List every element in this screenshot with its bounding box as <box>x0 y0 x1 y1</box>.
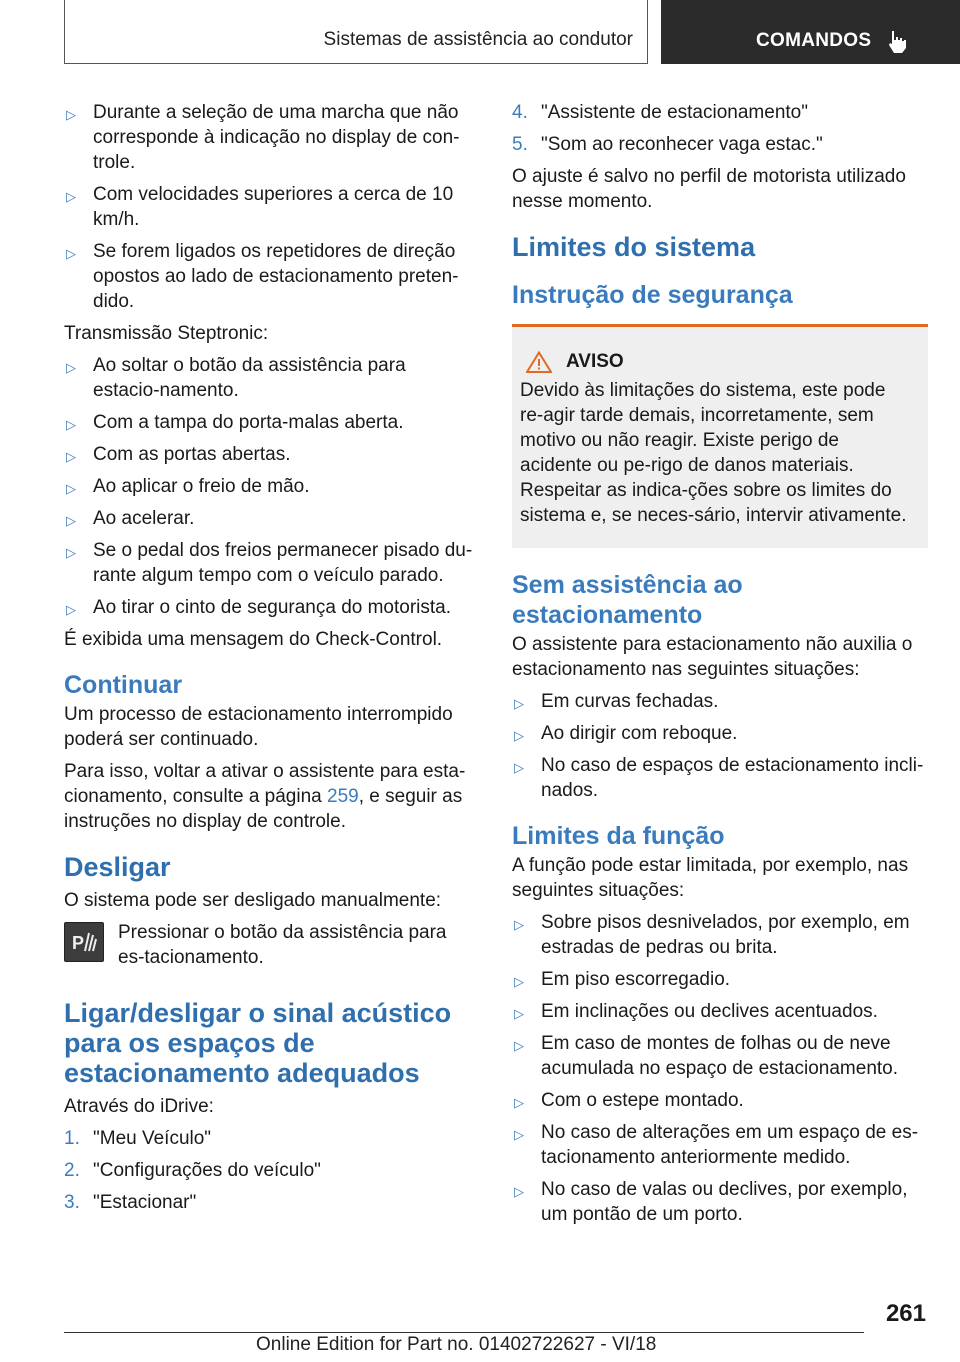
steptronic-label: Transmissão Steptronic: <box>64 323 269 344</box>
continuar-heading: Continuar <box>64 671 183 699</box>
list-item: ▷ Durante a seleção de uma marcha que não corresponde à indicação no display de con-trole. <box>66 102 460 173</box>
triangle-bullet-icon: ▷ <box>514 728 524 743</box>
list-item: 5. "Som ao reconhecer vaga estac." <box>512 134 823 155</box>
triangle-bullet-icon: ▷ <box>66 417 76 432</box>
triangle-bullet-icon: ▷ <box>514 1095 524 1110</box>
footer-edition-text: Online Edition for Part no. 01402722627 - VI/18 <box>256 1334 657 1355</box>
limites-funcao-heading: Limites da função <box>512 822 725 850</box>
list-item: ▷ Ao soltar o botão da assistência para estacio-namento. <box>66 355 406 401</box>
steptronic-list <box>64 353 476 620</box>
button-instruction-text: Pressionar o botão da assistência para es-tacionamento. <box>118 922 447 968</box>
park-assist-button-icon <box>64 922 104 962</box>
header-section-title: Sistemas de assistência ao condutor <box>323 29 633 50</box>
continuar-paragraph: Um processo de estacionamento interrompido poderá ser continuado. <box>64 704 453 750</box>
warning-box <box>512 324 928 548</box>
sem-assistencia-heading: Sem assistência ao estacionamento <box>512 571 743 629</box>
warning-triangle-icon <box>526 351 552 373</box>
triangle-bullet-icon: ▷ <box>66 545 76 560</box>
list-item: ▷ No caso de valas ou declives, por exemplo, um pontão de um porto. <box>514 1179 908 1225</box>
triangle-bullet-icon: ▷ <box>514 974 524 989</box>
footer-divider <box>64 1332 864 1333</box>
page-number: 261 <box>885 1300 926 1327</box>
triangle-bullet-icon: ▷ <box>66 360 76 375</box>
list-item: ▷ Sobre pisos desnivelados, por exemplo, em estradas de pedras ou brita. <box>514 912 910 958</box>
triangle-bullet-icon: ▷ <box>66 513 76 528</box>
list-item: ▷ No caso de espaços de estacionamento incli-nados. <box>514 755 924 801</box>
instrucao-heading: Instrução de segurança <box>512 281 793 309</box>
list-item: ▷ Se o pedal dos freios permanecer pisado du-rante algum tempo com o veículo parado. <box>66 540 473 586</box>
idrive-steps-continued <box>512 100 928 157</box>
saved-note: O ajuste é salvo no perfil de motorista utilizado nesse momento. <box>512 166 906 212</box>
triangle-bullet-icon: ▷ <box>514 760 524 775</box>
list-item: ▷ Em inclinações ou declives acentuados. <box>512 999 928 1024</box>
continuar-instructions: Para isso, voltar a ativar o assistente para esta-cionamento, consulte a página 259, e seguir as instruções no display de controle. <box>64 761 466 832</box>
triangle-bullet-icon: ▷ <box>66 189 76 204</box>
check-control-message: É exibida uma mensagem do Check-Control. <box>64 629 443 650</box>
header-section-box <box>64 0 648 64</box>
list-item: ▷ No caso de alterações em um espaço de es-tacionamento anteriormente medido. <box>514 1122 919 1168</box>
right-column <box>512 100 928 1234</box>
list-item: ▷ Com as portas abertas. <box>64 442 476 467</box>
list-item: ▷ Se forem ligados os repetidores de direção opostos ao lado de estacionamento preten-dido. <box>66 241 459 312</box>
left-column <box>64 100 476 1222</box>
limites-funcao-list <box>512 910 928 1227</box>
idrive-label: Através do iDrive: <box>64 1096 214 1117</box>
triangle-bullet-icon: ▷ <box>514 1006 524 1021</box>
list-item: ▷ Em piso escorregadio. <box>512 967 928 992</box>
triangle-bullet-icon: ▷ <box>66 449 76 464</box>
button-instruction <box>64 920 476 970</box>
list-item: ▷ Ao acelerar. <box>64 506 476 531</box>
header-chapter-tab[interactable] <box>661 0 960 64</box>
sem-assistencia-paragraph: O assistente para estacionamento não auxilia o estacionamento nas seguintes situações: <box>512 634 913 680</box>
sem-assistencia-list <box>512 689 928 803</box>
desligar-heading: Desligar <box>64 852 171 882</box>
page-link[interactable]: 259 <box>327 786 359 807</box>
triangle-bullet-icon: ▷ <box>66 107 76 122</box>
triangle-bullet-icon: ▷ <box>514 1038 524 1053</box>
hand-pointer-icon <box>885 28 911 54</box>
triangle-bullet-icon: ▷ <box>514 696 524 711</box>
list-item: 4. "Assistente de estacionamento" <box>512 102 808 123</box>
ligar-desligar-heading: Ligar/desligar o sinal acústico para os espaços de estacionamento adequados <box>64 998 452 1088</box>
conditions-list <box>64 100 476 314</box>
idrive-steps <box>64 1126 476 1215</box>
list-item: 1. "Meu Veículo" <box>64 1128 212 1149</box>
list-item: ▷ Com o estepe montado. <box>512 1088 928 1113</box>
desligar-paragraph: O sistema pode ser desligado manualmente: <box>64 890 442 911</box>
warning-text: Devido às limitações do sistema, este pode re-agir tarde demais, incorretamente, sem motivo ou não reagir. Existe perigo de acidente ou pe-rigo de danos materiais. Respeitar as indica-ções sobre os limites do sistema e, se neces-sário, intervir ativamente. <box>520 380 907 526</box>
limites-funcao-paragraph: A função pode estar limitada, por exemplo, nas seguintes situações: <box>512 855 909 901</box>
list-item: ▷ Em caso de montes de folhas ou de neve acumulada no espaço de estacionamento. <box>514 1033 899 1079</box>
warning-header <box>526 349 912 374</box>
svg-text:P: P <box>72 933 85 953</box>
list-item: ▷ Com a tampa do porta-malas aberta. <box>64 410 476 435</box>
header-chapter-label: COMANDOS <box>756 30 872 51</box>
list-item: ▷ Ao aplicar o freio de mão. <box>64 474 476 499</box>
list-item: ▷ Ao dirigir com reboque. <box>512 721 928 746</box>
triangle-bullet-icon: ▷ <box>514 917 524 932</box>
list-item: ▷ Em curvas fechadas. <box>512 689 928 714</box>
triangle-bullet-icon: ▷ <box>66 246 76 261</box>
list-item: 2. "Configurações do veículo" <box>64 1160 321 1181</box>
limites-heading: Limites do sistema <box>512 232 756 262</box>
triangle-bullet-icon: ▷ <box>66 602 76 617</box>
list-item: 3. "Estacionar" <box>64 1192 197 1213</box>
list-item: ▷ Com velocidades superiores a cerca de 10 km/h. <box>66 184 454 230</box>
list-item: ▷ Ao tirar o cinto de segurança do motorista. <box>64 595 476 620</box>
triangle-bullet-icon: ▷ <box>514 1127 524 1142</box>
triangle-bullet-icon: ▷ <box>66 481 76 496</box>
triangle-bullet-icon: ▷ <box>514 1184 524 1199</box>
warning-title: AVISO <box>566 351 624 372</box>
